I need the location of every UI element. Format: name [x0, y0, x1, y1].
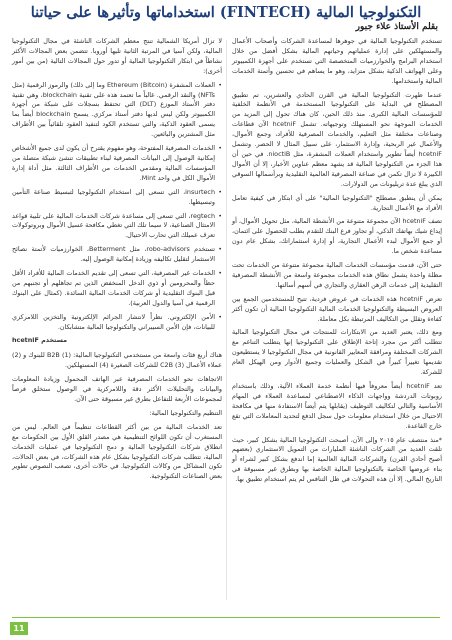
right-column — [232, 37, 442, 489]
intro-paragraph: لا تزال أمريكا الشمالية تنتج معظم الشركات الناشئة في مجال التكنولوجيا المالية، ولكن آسيا في المرتبة الثانية تليها أوروبا. تتضمن بعض المجالات الأكثر نشاطاً في ابتكار التكنولوجيا المالية أو تدور حول المجالات التالية (من بين أمور أخرى): — [12, 37, 222, 75]
bullet-item: • العملات المشفرة (Bitcoin) Ethereum وما إلى ذلك) والرموز الرقمية (مثل NFTs) والنقد الرقمي. غالباً ما تعتمد هذه على تقنية blockchain، وهي تقنية دفتر الأستاذ الموزع (DLT) التي تحتفظ بسجلات على شبكة من أجهزة الكمبيوتر ولكن ليس لديها دفتر أستاذ مركزي. يسمح blockchain أيضاً بما يسمى العقود الذكية، والتي تستخدم الكود لتنفيذ العقود تلقائياً بين الأطراف مثل المشترين والبائعين. — [12, 81, 222, 140]
bullet-item: • الخدمات غير المصرفية، التي تسعى إلى تقديم الخدمات المالية للأفراد الأقل حظاً والمحرومين أو ذوي الدخل المنخفض الذين تم تجاهلهم أو تجنبهم من قبل البنوك التقليدية أو شركات الخدمات المالية السائدة. (كمثال على البنوك الرقمية في آسيا والدول العربية). — [12, 269, 222, 309]
bullet-item: • regtech، التي تسعى إلى مساعدة شركات الخدمات المالية على تلبية قواعد الامتثال الصناعية، لا سيما تلك التي تغطي مكافحة غسيل الأموال وبروتوكولات تعرف عميلك التي تحارب الاحتيال. — [12, 212, 222, 242]
paragraph: الاتجاهات نحو الخدمات المصرفية عبر الهاتف المحمول وزيادة المعلومات والبيانات والتحليلات الأكثر دقة واللامركزية في الوصول ستخلق فرصاً لمجموعات الأربعة للتفاعل بطرق غير مسبوقة حتى الآن. — [12, 375, 222, 403]
paragraph: حتى الآن، قدمت مؤسسات الخدمات المالية مجموعة متنوعة من الخدمات تحت مظلة واحدة يشمل نطاق هذه الخدمات مجموعة واسعة من الأنشطة المصرفية التقليدية إلى خدمات الرهن العقاري والتجاري في أسهم أسالتها. — [232, 261, 442, 289]
paragraph: تصف hcetniF الآن مجموعة متنوعة من الأنشطة المالية، مثل تحويل الأموال، أو إيداع شيك بهاتفك الذكي، أو تجاوز فرع البنك للتقدم بطلب للحصول على ائتمان، أو جمع الأموال لبدء الأعمال التجارية، أو إدارة استثماراتك، بشكل عام دون مساعدة شخص ما. — [232, 217, 443, 256]
paragraph: هناك أربع فئات واسعة من مستخدمي التكنولوجيا المالية: (1) B2B للبنوك و (2) عملاء الأعمال (3) C2B للشركات الصغيرة (4) المستهلكين. — [12, 351, 222, 370]
paragraph: تعرض hcetniF هذه الخدمات في عروض فردية، تتيح للمستخدمين الجمع بين العروض البسيطة والتكنولوجيا الخدمات المالية التكنولوجيا المالية أن تكون أكثر كفاءة وتقلل من التكاليف المرتبطة بكل معاملة. — [232, 294, 443, 323]
paragraph: تعد hcetniF أيضاً معروفاً فيها أنظمة خدمة العملاء الآلية، وذلك باستخدام روبوتات الدردشة وواجهات الذكاء الاصطناعي لمساعدة العملاء في المهام الأساسية والتالي لتكاليف التوظيف (يقابلها يتم أيضاً الاستفادة منها في مكافحة الاحتيال من خلال استخدام معلومات حول سجل الدفع لتحديد المعاملات التي تقع خارج القاعدة. — [232, 382, 443, 430]
bullet-item: • الخدمات المصرفية المفتوحة، وهو مفهوم يقترح أن يكون لدى جميع الأشخاص إمكانية الوصول إلى البيانات المصرفية لبناء تطبيقات تنشئ شبكة متصلة من المؤسسات المالية ومقدمي الخدمات من الأطراف الثالثة. مثل أداة إدارة الأموال الكل في واحد Mint. — [12, 144, 222, 184]
paragraph: ومع ذلك، يعتبر العديد من الابتكارات للمنتجات في مجال التكنولوجيا المالية تتطلب أكثر من مجرد إتاحة الإطلاق على التكنولوجيا إنها يتطلب التناغم مع الشركات المختلفة ومرافقة المعايير القانونية في مجال التكنولوجيا لا يستطيعون تقديمها تغييراً كبيراً في الشكل والعمليات وجميع الأدوار ومن الهيكل العام للشركة. — [232, 328, 442, 377]
column-divider — [226, 40, 227, 600]
section-heading-regulation: التنظيم والتكنولوجيا المالية: — [149, 408, 222, 417]
bullet-item: • الأمن الإلكتروني. نظراً لانتشار الجرائم الإلكترونية والتخزين اللامركزي للبيانات، فإن الأمن السيبراني والتكنولوجيا المالية متشابكان. — [12, 313, 222, 333]
left-column — [12, 37, 222, 486]
paragraph: *منذ منتصف عام ٢٠١٥ وإلى الآن، أصبحت التكنولوجيا المالية بشكل كبير، حيث تلقت العديد من الشركات الناشئة المليارات من التمويل الاستثماري (بعضهم أصبح أحادي القرن) والشركات المالية العالمية إما اندفع بشكل كبير لشراء أو بناء عروضها الخاصة بالتكنولوجيا المالية الخاصة بها وبطرق غير مسبوقة في التاريخ المالي. إلا أن هذه التحولات في ظل التنافس لم يتم استخدام تطبيق بها. — [232, 435, 442, 484]
paragraph: عندما ظهرت التكنولوجيا المالية في القرن الحادي والعشرين، تم تطبيق المصطلح في البداية على التكنولوجيا المستخدمة في الأنظمة الخلفية للمؤسسات المالية الكبرى. منذ ذلك الحين، كان هناك تحول إلى المزيد من الخدمات الموجهة نحو المستهلك وتوجيهاته. تشمل hcetniF الآن قطاعات وصناعات مختلفة مثل التعليم، والخدمات المصرفية للأفراد، وجمع الأموال، والأعمال غير الربحية، وإدارة الاستثمار، على سبيل المثال لا الحصر. وتشمل hcetniF أيضاً تطوير واستخدام العملات المشفرة، مثل nioctiB. في حين أن هذا الجزء من التكنولوجيا المالية قد يشهد معظم عناوين الأخبار، إلا أن الأموال الكبيرة لا تزال تكمن في صناعة المصرفية العالمية التقليدية وبرأسمالها السوقي الذي يبلغ عدة تريليونات من الدولارات. — [232, 90, 442, 188]
bullet-item: • تستخدم robo-advisors، مثل Betterment، الخوارزميات لأتمتة نصائح الاستثمار لتقليل تكاليفه وزيادة إمكانية الوصول إليه. — [12, 245, 222, 265]
author-byline: بقلم الأستاذ علاء جبور — [355, 22, 438, 32]
bullet-item: • insurtech، التي تسعى إلى استخدام التكنولوجيا لتبسيط صناعة التأمين وتبسيطها. — [12, 188, 222, 208]
paragraph: يمكن أن ينطبق مصطلح "التكنولوجيا المالية" على أي ابتكار في كيفية تعامل الأفراد مع الأعمال التجارية. — [232, 193, 442, 212]
article-title: التكنولوجيا المالية (FINTECH) استخداماتها وتأثيرها على حياتنا — [30, 4, 422, 21]
page-number: 11 — [10, 622, 28, 635]
footer-rule — [12, 617, 440, 618]
section-heading-users: مستخدم hcetniF — [12, 336, 68, 345]
paragraph: تستخدم التكنولوجيا المالية في جوهرها لمساعدة الشركات وأصحاب الأعمال والمستهلكين على إدارة عملياتهم وحياتهم المالية بشكل أفضل من خلال استخدام البرامج والخوارزميات المتخصصة التي تستخدم على أجهزة الكمبيوتر وعلى الهواتف الذكية بشكل متزايد، وهو ما يساهم في تحسين وأتمتة الخدمات المالية واستخدامها. — [232, 37, 442, 85]
paragraph: تعد الخدمات المالية من بين أكثر القطاعات تنظيماً في العالم. ليس من المستغرب أن تكون اللوائح التنظيمية هي مصدر القلق الأول بين الحكومات مع انطلاق شركات التكنولوجيا المالية و دمج التكنولوجيا في عمليات الخدمات المالية، تتطلب شركات التكنولوجيا بشكل عام هذه الشركات، في بعض الحالات، تكون المشاكل من وكالات التكنولوجيا. في حالات أخرى، تصعب النصوص تطوير بعض الصناعات التكنولوجية. — [12, 422, 222, 481]
